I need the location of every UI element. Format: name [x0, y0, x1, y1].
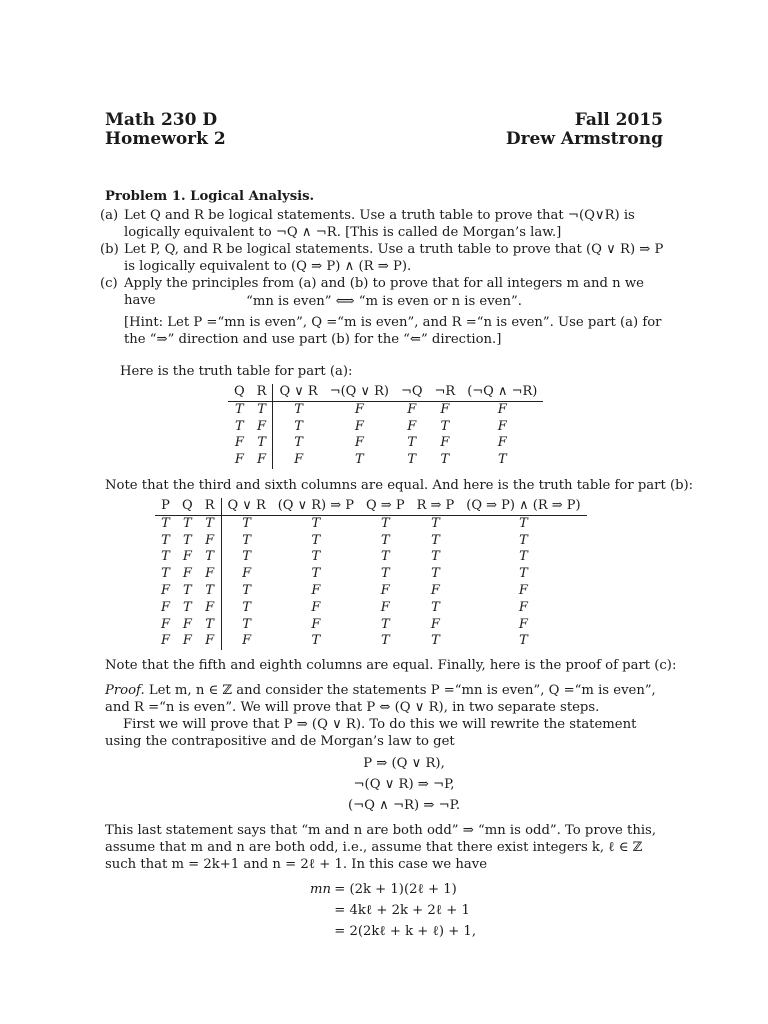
note-table-a: Note that the third and sixth columns are equal. And here is the truth table for part (b):	[105, 478, 694, 493]
table-cell: F	[251, 452, 273, 469]
display-line: ¬(Q ∨ R) ⇒ ¬P,	[353, 777, 455, 792]
table-cell: F	[161, 633, 171, 649]
course-title: Math 230 D	[105, 110, 218, 130]
note-table-b: Note that the fifth and eighth columns are equal. Finally, here is the proof of part (c):	[105, 658, 677, 673]
table-cell: F	[518, 599, 528, 615]
item-label: (b)	[100, 242, 119, 257]
table-header-cell: Q	[176, 498, 199, 515]
table-cell: T	[161, 549, 170, 565]
table-cell: T	[431, 633, 440, 649]
table-cell: T	[183, 582, 192, 598]
problem-item-a	[100, 207, 664, 241]
table-cell: T	[431, 515, 440, 531]
table-cell: F	[242, 566, 252, 582]
table-cell: F	[440, 401, 450, 417]
table-cell: T	[431, 566, 440, 582]
table-cell: T	[311, 566, 321, 582]
table-cell: F	[199, 600, 221, 617]
display-equivalence: “mn is even” ⟺ “m is even or n is even”.	[246, 294, 522, 309]
table-cell: T	[380, 633, 390, 649]
table-header-cell: R	[199, 498, 221, 515]
table-cell: T	[242, 515, 251, 531]
table-cell: F	[407, 401, 417, 417]
table-cell: F	[234, 452, 244, 468]
assignment-title: Homework 2	[105, 129, 226, 149]
table-cell: T	[242, 549, 251, 565]
table-cell: T	[407, 435, 417, 451]
table-cell: T	[235, 418, 244, 434]
table-cell: T	[294, 418, 303, 434]
table-header-cell: Q ∨ R	[273, 384, 324, 401]
table-header-cell: R ⇒ P	[411, 498, 461, 515]
table-row	[155, 566, 587, 583]
display-line: = 4kℓ + 2k + 2ℓ + 1	[334, 903, 470, 918]
table-header-cell: ¬Q	[395, 384, 429, 401]
table-cell: T	[519, 532, 528, 548]
table-row	[155, 549, 587, 566]
item-label: (c)	[100, 276, 118, 291]
author: Drew Armstrong	[505, 129, 663, 149]
table-row	[155, 600, 587, 617]
table-cell: F	[251, 419, 273, 436]
table-cell: F	[311, 582, 321, 598]
item-label: (a)	[100, 208, 119, 223]
table-row	[228, 435, 543, 452]
table-cell: T	[199, 549, 221, 566]
table-cell: F	[440, 435, 450, 451]
table-cell: F	[354, 401, 364, 417]
display-lhs: mn	[310, 882, 331, 897]
hint: [Hint: Let P =“mn is even”, Q =“m is even”, and R =“n is even”. Use part (a) for the “⇒” direction and use part (b) for the “⇐” direction.]	[124, 315, 662, 347]
table-header-cell: ¬R	[429, 384, 462, 401]
table-cell: F	[380, 599, 390, 615]
display-line: = (2k + 1)(2ℓ + 1)	[334, 882, 457, 897]
table-cell: F	[497, 401, 507, 417]
display-line: = 2(2kℓ + k + ℓ) + 1,	[334, 924, 477, 939]
table-cell: T	[407, 452, 417, 468]
table-cell: T	[440, 418, 450, 434]
problem-title: Problem 1. Logical Analysis.	[105, 189, 315, 204]
table-cell: T	[440, 452, 450, 468]
table-cell: F	[430, 616, 440, 632]
table-row	[155, 617, 587, 634]
table-row	[228, 452, 543, 469]
table-cell: F	[518, 582, 528, 598]
table-cell: T	[519, 549, 528, 565]
proof-label: Proof.	[105, 683, 145, 698]
proof-text-1: Let m, n ∈ ℤ and consider the statements P =“mn is even”, Q =“m is even”, and R =“n is even”. We will prove that P ⇔ (Q ∨ R), in two separate steps.	[105, 683, 656, 715]
display-product	[310, 879, 476, 942]
table-cell: T	[380, 549, 390, 565]
table-cell: T	[431, 549, 440, 565]
table-cell: T	[431, 599, 440, 615]
table-cell: F	[294, 452, 304, 468]
table-row	[228, 401, 543, 418]
table-cell: F	[182, 616, 192, 632]
table-cell: T	[380, 532, 390, 548]
proof-paragraph-3: This last statement says that “m and n are both odd” ⇒ “mn is odd”. To prove this, assume that m and n are both odd, i.e., assume that there exist integers k, ℓ ∈ ℤ such that m = 2k+1 and n = 2ℓ + 1. In this case we have	[105, 823, 657, 872]
table-cell: F	[380, 582, 390, 598]
table-cell: T	[380, 616, 390, 632]
proof-paragraph-2: First we will prove that P ⇒ (Q ∨ R). To do this we will rewrite the statement using the contrapositive and de Morgan’s law to get	[105, 717, 637, 749]
display-line: P ⇒ (Q ∨ R),	[363, 756, 445, 771]
table-cell: T	[161, 532, 170, 548]
table-cell: T	[497, 452, 507, 468]
table-cell: F	[311, 599, 321, 615]
intro-table-a: Here is the truth table for part (a):	[120, 364, 353, 379]
table-cell: F	[161, 599, 171, 615]
table-cell: F	[161, 582, 171, 598]
problem-item-b	[100, 241, 664, 275]
table-header-cell: Q ⇒ P	[360, 498, 411, 515]
table-cell: T	[294, 401, 303, 417]
table-cell: F	[182, 566, 192, 582]
table-cell: F	[182, 633, 192, 649]
table-cell: T	[161, 566, 170, 582]
table-row	[155, 633, 587, 650]
table-cell: T	[431, 532, 440, 548]
table-cell: F	[497, 418, 507, 434]
table-cell: T	[311, 532, 321, 548]
table-cell: T	[235, 401, 244, 417]
item-text: Let Q and R be logical statements. Use a truth table to prove that ¬(Q∨R) is logically equivalent to ¬Q ∧ ¬R. [This is called de Morgan’s law.]	[124, 208, 635, 240]
table-cell: T	[161, 515, 170, 531]
table-cell: F	[354, 418, 364, 434]
table-cell: F	[518, 616, 528, 632]
table-cell: T	[294, 435, 303, 451]
term: Fall 2015	[574, 110, 663, 130]
table-header-cell: (Q ∨ R) ⇒ P	[272, 498, 360, 515]
table-cell: F	[199, 633, 221, 650]
truth-table-b	[155, 498, 587, 650]
table-cell: T	[199, 515, 221, 532]
table-header-cell: Q ∨ R	[221, 498, 272, 515]
table-cell: F	[161, 616, 171, 632]
table-cell: F	[199, 566, 221, 583]
table-cell: T	[183, 599, 192, 615]
table-cell: T	[311, 515, 321, 531]
truth-table-a	[228, 384, 543, 469]
table-header-cell: (¬Q ∧ ¬R)	[461, 384, 543, 401]
table-cell: T	[380, 566, 390, 582]
table-cell: F	[234, 435, 244, 451]
table-cell: T	[311, 549, 321, 565]
table-cell: T	[183, 532, 192, 548]
table-row	[155, 515, 587, 532]
table-cell: T	[242, 532, 251, 548]
table-header-cell: ¬(Q ∨ R)	[324, 384, 395, 401]
table-cell: T	[519, 566, 528, 582]
table-cell: T	[242, 599, 251, 615]
table-cell: F	[407, 418, 417, 434]
table-cell: T	[242, 582, 251, 598]
table-cell: T	[251, 401, 273, 418]
item-text: Apply the principles from (a) and (b) to prove that for all integers m and n we have	[124, 276, 644, 308]
table-cell: F	[182, 549, 192, 565]
table-cell: F	[497, 435, 507, 451]
item-text: Let P, Q, and R be logical statements. Use a truth table to prove that (Q ∨ R) ⇒ P is logically equivalent to (Q ⇒ P) ∧ (R ⇒ P).	[124, 242, 664, 274]
table-cell: F	[199, 533, 221, 550]
table-cell: F	[242, 633, 252, 649]
table-row	[155, 583, 587, 600]
table-header-cell: P	[155, 498, 176, 515]
table-cell: T	[251, 435, 273, 452]
table-cell: T	[199, 583, 221, 600]
table-cell: T	[519, 515, 528, 531]
table-cell: T	[355, 452, 364, 468]
display-line: (¬Q ∧ ¬R) ⇒ ¬P.	[347, 798, 461, 813]
table-cell: T	[242, 616, 251, 632]
table-cell: T	[199, 617, 221, 634]
table-row	[155, 533, 587, 550]
table-row	[228, 419, 543, 436]
table-cell: T	[519, 633, 528, 649]
table-cell: F	[311, 616, 321, 632]
table-cell: T	[183, 515, 192, 531]
table-header-cell: (Q ⇒ P) ∧ (R ⇒ P)	[460, 498, 586, 515]
table-cell: F	[430, 582, 440, 598]
table-header-cell: R	[251, 384, 273, 401]
table-cell: T	[380, 515, 390, 531]
table-header-cell: Q	[228, 384, 251, 401]
table-cell: T	[311, 633, 321, 649]
table-cell: F	[354, 435, 364, 451]
proof-paragraph-1	[105, 682, 663, 716]
display-contrapositive	[0, 753, 768, 816]
